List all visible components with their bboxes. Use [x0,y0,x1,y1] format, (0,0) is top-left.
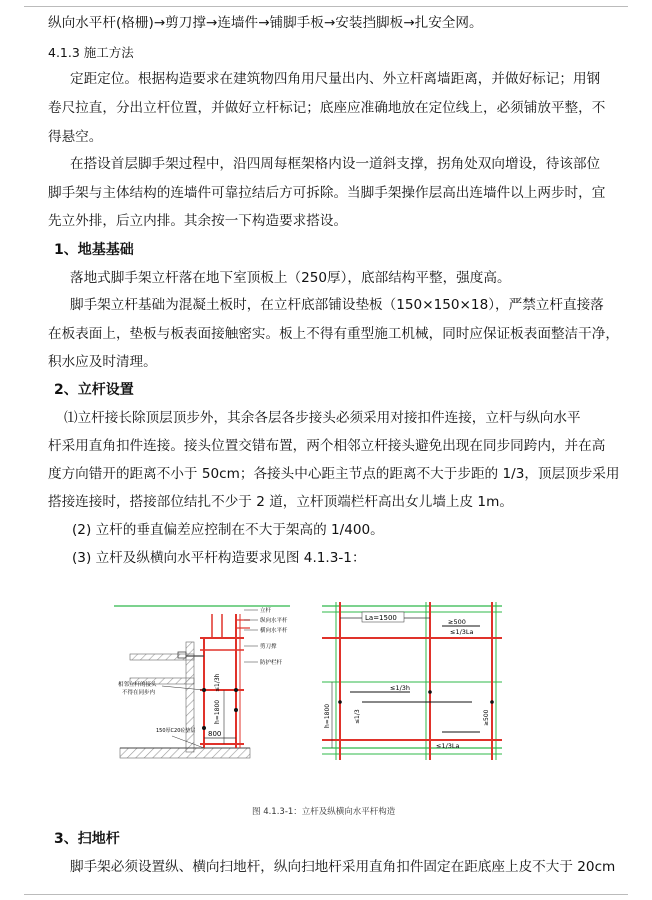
label-base-note: 150厚C20砼垫层 [156,728,196,734]
paragraph-line: 先立外排，后立内排。其余按一下构造要求搭设。 [48,213,348,229]
paragraph-line: 度方向错开的距离不小于 50cm；各接头中心距主节点的距离不大于步距的 1/3，顶层顶步采用 [48,466,620,482]
paragraph-line: (2) 立杆的垂直偏差应控制在不大于架高的 1/400。 [72,522,384,538]
dim-la: La=1500 [365,614,397,622]
page-top-rule [24,6,628,7]
section-number-heading: 4.1.3 施工方法 [48,45,134,60]
dim-third-la-top: ≤1/3La [450,628,474,636]
dim-h1800: h=1800 [214,699,221,724]
label-long-bar: 纵向水平杆 [260,618,288,624]
paragraph-line: 积水应及时清理。 [48,354,157,370]
right-elevation-diagram [322,602,502,760]
heading-upright-setting: 2、立杆设置 [54,382,134,398]
left-section-diagram [114,606,290,758]
figure-caption: 图 4.1.3-1：立杆及纵横向水平杆构造 [252,807,396,817]
paragraph-line: (3) 立杆及纵横向水平杆构造要求见图 4.1.3-1： [72,550,366,566]
paragraph-line: 脚手架与主体结构的连墙件可靠拉结后方可拆除。当脚手架操作层高出连墙件以上两步时，宜 [48,185,606,201]
paragraph-line: ⑴立杆接长除顶层顶步外，其余各层各步接头必须采用对接扣件连接，立杆与纵向水平 [64,410,581,426]
dim-h1800-right: h=1800 [324,703,331,728]
paragraph-line: 在搭设首层脚手架过程中，沿四周每框架格内设一道斜支撑，拐角处双向增设，待该部位 [70,156,601,172]
paragraph-line: 得悬空。 [48,129,103,145]
text-line: 纵向水平杆(格栅)→剪刀撑→连墙件→铺脚手板→安装挡脚板→扎安全网。 [48,15,483,31]
dim-ge500-right: ≥500 [483,709,490,726]
paragraph-line: 脚手架必须设置纵、横向扫地杆，纵向扫地杆采用直角扣件固定在距底座上皮不大于 20cm [70,859,616,875]
dim-800: 800 [208,730,222,738]
dim-ge500-top: ≥500 [448,618,466,626]
paragraph-line: 落地式脚手架立杆落在地下室顶板上（250厚），底部结构平整，强度高。 [70,270,511,286]
label-brace: 剪刀撑 [260,644,277,650]
dim-third-la-bottom: ≤1/3La [436,742,460,750]
paragraph-line: 在板表面上，垫板与板表面接触密实。板上不得有重型施工机械，同时应保证板表面整洁干净， [48,326,619,342]
page-bottom-rule [24,894,628,895]
label-joint-note-2: 不得在同步内 [122,690,156,696]
scaffold-figure [100,598,540,823]
paragraph-line: 定距定位。根据构造要求在建筑物四角用尺量出内、外立杆离墙距离，并做好标记；用钢 [70,71,601,87]
paragraph-line: 搭接连接时，搭接部位结扎不少于 2 道，立杆顶端栏杆高出女儿墙上皮 1m。 [48,494,513,510]
label-joint-note-1: 相邻立杆的接头 [118,682,157,688]
paragraph-line: 杆采用直角扣件连接。接头位置交错布置，两个相邻立杆接头避免出现在同步同跨内，并在高 [48,438,606,454]
label-guard: 防护栏杆 [260,660,283,666]
label-upright: 立杆 [260,608,272,614]
dim-third-h-right: ≤1/3h [390,684,411,692]
heading-foundation: 1、地基基础 [54,242,134,258]
dim-third-h-left: ≤1/3h [214,673,221,692]
dim-third-small: ≤1/3 [354,709,361,724]
label-cross-bar: 横向水平杆 [260,628,288,634]
paragraph-line: 脚手架立杆基础为混凝土板时，在立杆底部铺设垫板（150×150×18），严禁立杆直接落 [70,297,604,313]
heading-sweep-bar: 3、扫地杆 [54,831,120,847]
paragraph-line: 卷尺拉直，分出立杆位置，并做好立杆标记；底座应准确地放在定位线上，必须铺放平整，不 [48,100,606,116]
